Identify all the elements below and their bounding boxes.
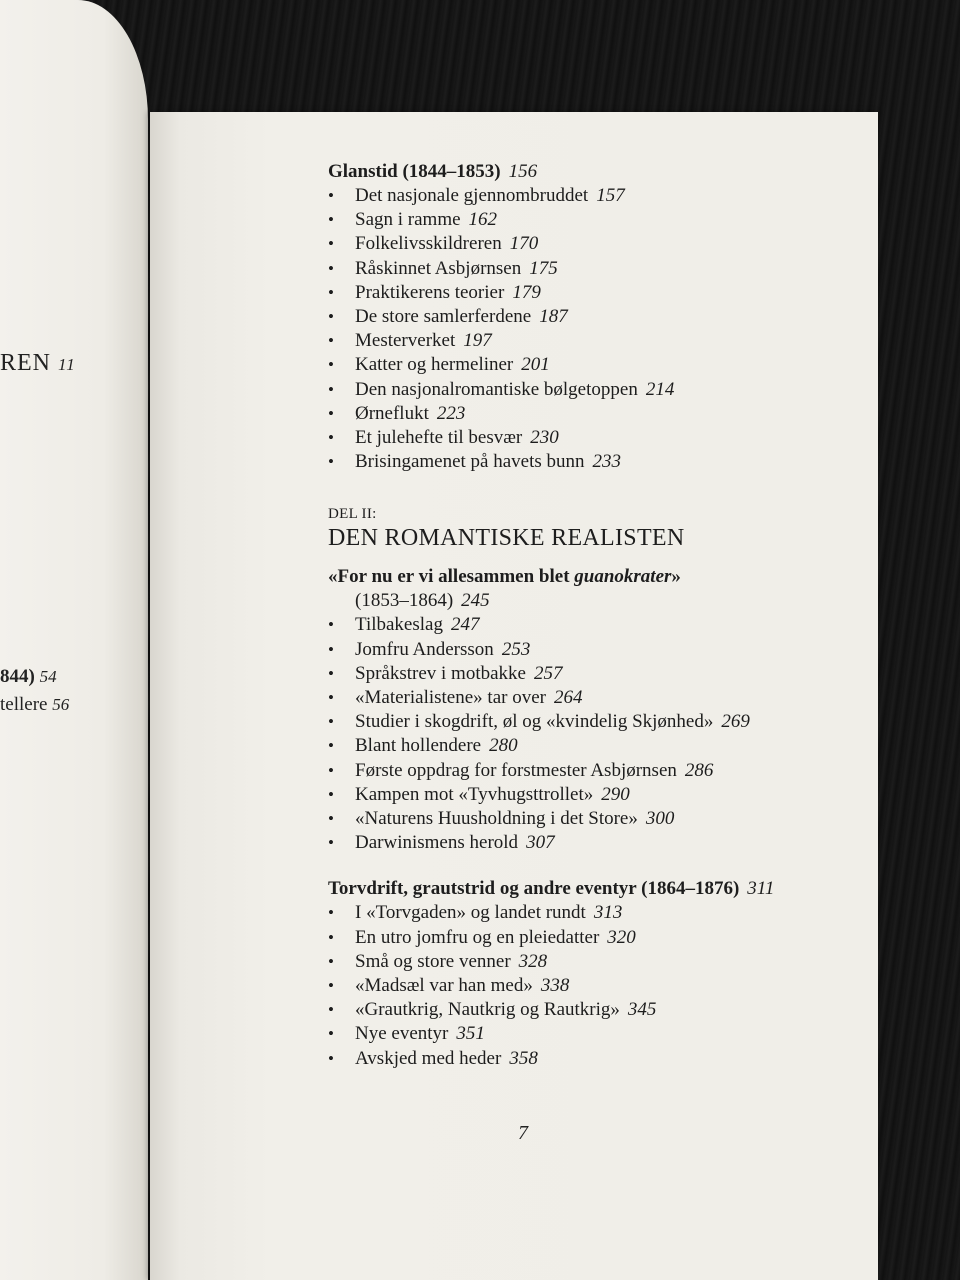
toc-entry <box>328 232 848 256</box>
left-page <box>0 0 148 1280</box>
toc-entry <box>328 950 848 974</box>
toc-entry-page: 269 <box>721 711 750 733</box>
toc-entry <box>328 783 848 807</box>
toc-entry-page: 286 <box>684 759 714 781</box>
toc-entry-label: «Madsæl var han med» <box>355 975 533 997</box>
section-title: Torvdrift, grautstrid og andre eventyr (1864–1876) <box>328 878 740 900</box>
toc-entry-label: Katter og hermeliner <box>355 354 514 376</box>
section-heading-glanstid <box>328 160 848 184</box>
toc-entry <box>328 901 848 925</box>
toc-entry <box>328 1047 848 1071</box>
toc-entry-page: 233 <box>592 451 622 473</box>
toc-entry-page: 230 <box>530 427 559 449</box>
toc-entry-label: Den nasjonalromantiske bølgetoppen <box>355 378 638 400</box>
toc-entry <box>328 807 848 831</box>
section-title: Glanstid (1844–1853) <box>328 161 501 182</box>
toc-entry-page: 300 <box>645 808 675 830</box>
left-fragment-text: tellere <box>0 694 48 715</box>
toc-entry-page: 247 <box>450 614 480 636</box>
toc-entry <box>328 329 848 353</box>
toc-entry-label: Sagn i ramme <box>355 209 461 231</box>
toc-entry-page: 280 <box>489 735 518 757</box>
toc-entry <box>328 450 848 474</box>
toc-entry <box>328 710 848 734</box>
toc-entry-label: En utro jomfru og en pleiedatter <box>355 926 600 948</box>
left-fragment-page: 56 <box>52 695 70 714</box>
toc-entry-page: 257 <box>533 662 563 684</box>
toc-entry-page: 214 <box>645 378 675 400</box>
toc-entry <box>328 281 848 305</box>
toc-entry-label: De store samlerferdene <box>355 306 532 328</box>
toc-entry-page: 290 <box>601 783 630 805</box>
toc-entry-label: Praktikerens teorier <box>355 281 505 303</box>
toc-entry-label: Blant hollendere <box>355 735 482 757</box>
toc-entry <box>328 378 848 402</box>
toc-entry-label: Språkstrev i motbakke <box>355 662 526 684</box>
left-fragment-2 <box>0 666 57 688</box>
toc-entry <box>328 662 848 686</box>
section-heading-guanokrater <box>328 565 848 589</box>
toc-entry-page: 358 <box>509 1047 538 1069</box>
toc-entry-label: Tilbakeslag <box>355 614 443 636</box>
toc-entry <box>328 998 848 1022</box>
toc-entry <box>328 831 848 855</box>
toc-entry-label: Råskinnet Asbjørnsen <box>355 257 522 279</box>
toc-entry <box>328 426 848 450</box>
toc-entry <box>328 759 848 783</box>
section-title: «For nu er vi allesammen blet <box>328 566 575 588</box>
section-heading-torvdrift <box>328 877 848 901</box>
toc-entry-page: 223 <box>436 402 466 424</box>
toc-entry-label: Kampen mot «Tyvhugsttrollet» <box>355 783 594 805</box>
toc-entry <box>328 974 848 998</box>
toc-entry-label: Brisingamenet på havets bunn <box>355 451 585 473</box>
toc-entry <box>328 926 848 950</box>
toc-entry-page: 175 <box>529 257 558 279</box>
toc-entry <box>328 402 848 426</box>
toc-entry-page: 201 <box>521 354 550 376</box>
toc-entry-label: «Grautkrig, Nautkrig og Rautkrig» <box>355 999 620 1021</box>
toc-entry-page: 313 <box>593 902 623 924</box>
section-title-emphasis: guanokrater <box>574 566 672 588</box>
toc-entry-label: Jomfru Andersson <box>355 638 494 660</box>
table-of-contents <box>328 160 848 1071</box>
toc-entry-page: 157 <box>596 185 625 206</box>
toc-entry-label: Studier i skogdrift, øl og «kvindelig Skjønhed» <box>355 711 714 733</box>
toc-entry-page: 338 <box>540 975 570 997</box>
toc-entry-page: 170 <box>509 233 539 255</box>
toc-entry <box>328 734 848 758</box>
toc-entry <box>328 305 848 329</box>
toc-entry-label: Det nasjonale gjennombruddet <box>355 185 589 206</box>
toc-entry-page: 179 <box>512 281 541 303</box>
toc-entry-page: 187 <box>539 306 568 328</box>
toc-entry-label: Ørneflukt <box>355 402 429 424</box>
toc-entry-page: 307 <box>526 832 555 854</box>
section-page: 156 <box>508 161 538 182</box>
section-list-guanokrater <box>328 613 848 855</box>
toc-entry-label: Små og store venner <box>355 950 511 972</box>
toc-entry-label: Første oppdrag for forstmester Asbjørnsen <box>355 759 677 781</box>
part-title: DEN ROMANTISKE REALISTEN <box>328 525 685 552</box>
toc-entry-label: Avskjed med heder <box>355 1047 502 1069</box>
toc-entry-label: Et julehefte til besvær <box>355 427 523 449</box>
toc-entry-page: 264 <box>553 687 583 709</box>
section-page: 311 <box>747 878 775 900</box>
page-number: 7 <box>518 1122 528 1144</box>
section-years: (1853–1864) <box>355 590 454 612</box>
toc-entry-page: 345 <box>627 999 657 1021</box>
section-page: 245 <box>461 590 490 612</box>
toc-entry-page: 197 <box>463 330 492 352</box>
toc-entry-label: Folkelivsskildreren <box>355 233 502 255</box>
toc-entry-label: I «Torvgaden» og landet rundt <box>355 902 586 924</box>
left-fragment-1 <box>0 350 76 377</box>
toc-entry-label: «Naturens Huusholdning i det Store» <box>355 808 638 830</box>
toc-entry <box>328 208 848 232</box>
toc-entry <box>328 638 848 662</box>
toc-entry-page: 320 <box>607 926 636 948</box>
toc-entry <box>328 613 848 637</box>
left-fragment-page: 11 <box>58 355 76 374</box>
toc-entry <box>328 686 848 710</box>
toc-entry-page: 253 <box>501 638 531 660</box>
toc-entry-label: Darwinismens herold <box>355 832 519 854</box>
toc-entry-page: 328 <box>518 950 548 972</box>
section-list-torvdrift <box>328 901 848 1070</box>
toc-entry <box>328 257 848 281</box>
left-fragment-text: 844) <box>0 666 35 687</box>
toc-entry <box>328 353 848 377</box>
section-title-end: » <box>671 566 681 588</box>
toc-entry-label: Nye eventyr <box>355 1023 449 1045</box>
toc-entry-page: 351 <box>456 1023 485 1045</box>
toc-entry-label: «Materialistene» tar over <box>355 687 546 709</box>
toc-entry-label: Mesterverket <box>355 330 456 352</box>
toc-entry-page: 162 <box>468 209 498 231</box>
part-label: DEL II: <box>328 506 377 523</box>
toc-entry <box>328 184 848 208</box>
toc-entry <box>328 1022 848 1046</box>
left-fragment-3 <box>0 694 69 716</box>
section-list-glanstid <box>328 184 848 474</box>
section-heading-guanokrater-years <box>328 589 848 613</box>
left-fragment-text: REN <box>0 350 51 376</box>
left-fragment-page: 54 <box>39 667 57 686</box>
